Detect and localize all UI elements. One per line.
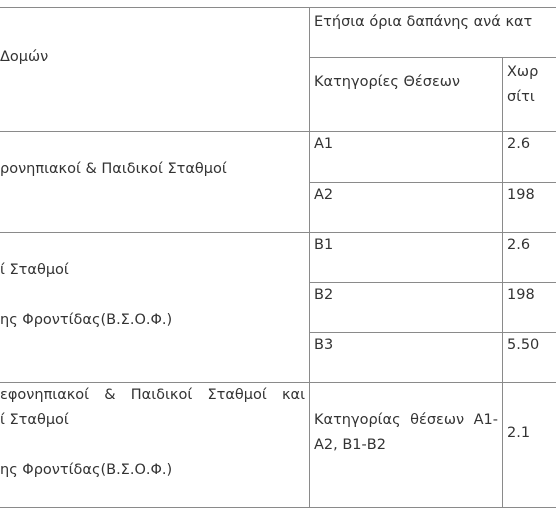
word: θέσεων — [410, 412, 465, 428]
group-name: ης Φροντίδας(Β.Σ.Ο.Φ.) — [0, 462, 173, 478]
column-divider — [502, 57, 503, 508]
word: Σταθμοί — [207, 387, 267, 403]
group-name: ρονηπιακοί & Παιδικοί Σταθμοί — [0, 161, 227, 177]
category-cell: Α2, Β1-Β2 — [314, 437, 386, 453]
group-name: ί Σταθμοί — [0, 262, 69, 278]
group-name: ης Φροντίδας(Β.Σ.Ο.Φ.) — [0, 312, 173, 328]
word: Παιδικοί — [130, 387, 193, 403]
category-justified — [314, 408, 498, 433]
category-cell: Β1 — [314, 237, 334, 253]
category-cell: Α2 — [314, 187, 334, 203]
row-divider — [0, 131, 556, 132]
table-border-bottom — [0, 507, 556, 508]
row-divider — [0, 232, 556, 233]
header-annual-limits: Ετήσια όρια δαπάνης ανά κατ — [314, 14, 533, 30]
word: και — [281, 387, 305, 403]
table-border-top — [0, 7, 556, 8]
value-cell: 5.50 — [507, 337, 540, 353]
header-structures: Δομών — [0, 49, 49, 65]
value-cell: 2.1 — [507, 425, 531, 441]
word: Κατηγορίας — [314, 412, 401, 428]
value-cell: 2.6 — [507, 237, 531, 253]
header-subdivider — [309, 57, 556, 58]
category-cell: Β3 — [314, 337, 334, 353]
word: Α1- — [473, 412, 498, 428]
value-cell: 198 — [507, 187, 535, 203]
header-col3-line2: σίτι — [507, 89, 535, 105]
category-cell: Β2 — [314, 287, 334, 303]
group-name: ί Σταθμοί — [0, 412, 69, 428]
column-divider — [309, 7, 310, 508]
header-col3-line1: Χωρ — [507, 64, 539, 80]
value-cell: 2.6 — [507, 136, 531, 152]
value-cell: 198 — [507, 287, 535, 303]
word: & — [104, 387, 116, 403]
category-cell: Α1 — [314, 136, 334, 152]
header-position-categories: Κατηγορίες Θέσεων — [314, 74, 461, 90]
group-name-justified — [0, 383, 305, 408]
spending-limits-table — [0, 7, 556, 508]
word: εφονηπιακοί — [0, 387, 90, 403]
